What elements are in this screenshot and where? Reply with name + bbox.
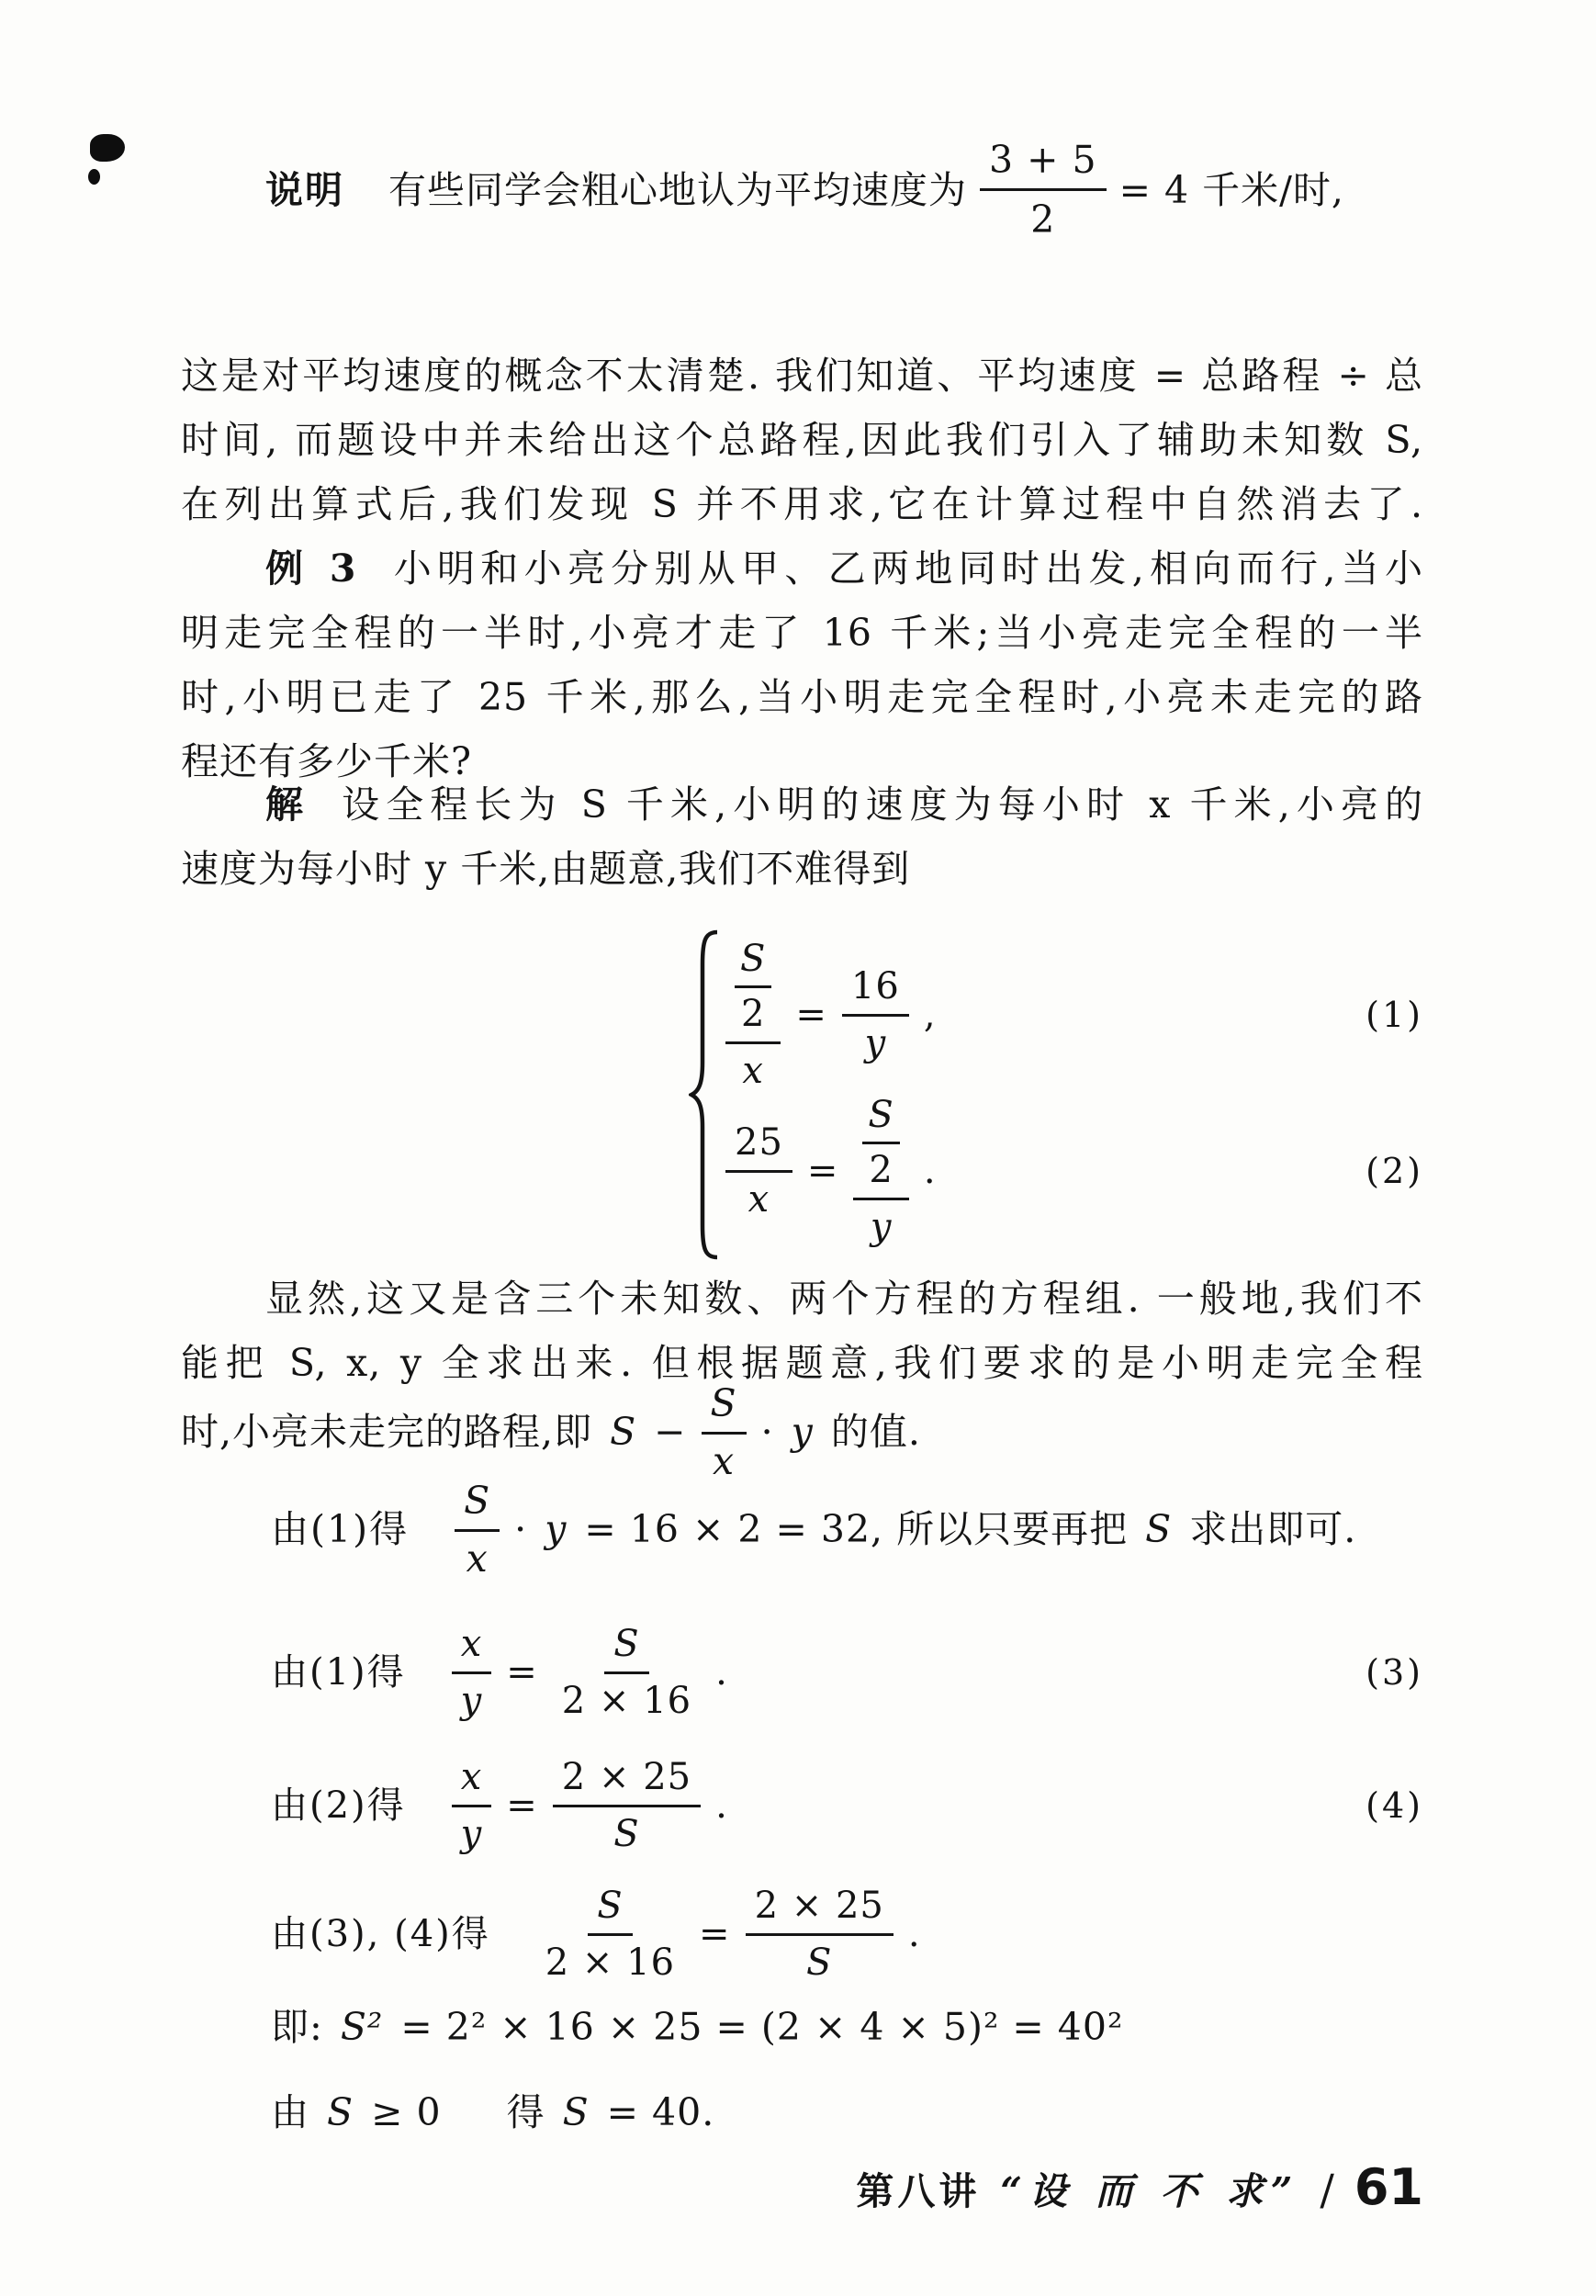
fraction-x-over-y: $\frac{x}{y}$ — [452, 1757, 492, 1855]
dot-operator: · — [760, 1410, 774, 1455]
remark-after-fraction: = 4 千米/时, — [1118, 167, 1344, 212]
variable-S: S — [562, 2090, 590, 2134]
equals-sign: = — [506, 1650, 538, 1694]
equation-2-number: (2) — [1366, 1150, 1423, 1191]
discussion-line-2: 能把 S, x, y 全求出来. 但根据题意,我们要求的是小明走完全程 — [181, 1341, 1423, 1385]
example3-label: 例 3 — [265, 546, 358, 591]
example3-line-1: 例 3 小明和小亮分别从甲、乙两地同时出发,相向而行,当小 — [265, 546, 1423, 591]
fraction-2x25-over-S: $\frac{2 \times 25}{S}$ — [553, 1757, 701, 1855]
chapter-label: 第八讲 — [856, 2169, 981, 2213]
solution-line-2: 速度为每小时 y 千米,由题意,我们不难得到 — [181, 847, 911, 891]
discussion-line-3: 时,小亮未走完的路程,即 S − $\frac{S}{x}$ · y 的值. — [181, 1381, 921, 1483]
page-footer — [856, 2158, 1423, 2216]
equation-4 — [271, 1757, 1423, 1855]
equation-2 — [725, 1095, 1423, 1247]
equation-3 — [271, 1624, 1423, 1722]
equation-3-number: (3) — [1366, 1652, 1423, 1694]
step-combine-eq3-eq4 — [271, 1885, 921, 1984]
fraction-S-over-x: $\frac{S}{x}$ — [702, 1383, 747, 1483]
fraction-S-over-2x16: $\frac{S}{2 \times 16}$ — [545, 1885, 676, 1984]
example3-line-3: 时,小明已走了 25 千米,那么,当小明走完全程时,小亮未走完的路 — [181, 675, 1423, 719]
period: . — [907, 1912, 921, 1955]
solution-line-1: 解 设全程长为 S 千米,小明的速度为每小时 x 千米,小亮的 — [265, 782, 1424, 827]
remark-line-2: 这是对平均速度的概念不太清楚. 我们知道、平均速度 = 总路程 ÷ 总 — [181, 354, 1423, 398]
fraction-S-over-2x16: $\frac{S}{2 \times 16}$ — [561, 1623, 692, 1722]
equals-sign: = — [806, 1149, 839, 1192]
variable-y: y — [545, 1507, 568, 1552]
step-label: 由(3), (4)得 — [271, 1912, 490, 1955]
equation-1-number: (1) — [1366, 994, 1423, 1035]
equation-1 — [725, 939, 1423, 1091]
geq-zero: ≥ 0 — [371, 2090, 442, 2134]
remark-line-4: 在列出算式后,我们发现 S 并不用求,它在计算过程中自然消去了. — [181, 482, 1423, 526]
system-brace — [689, 929, 724, 1264]
fraction-x-over-y: $\frac{x}{y}$ — [452, 1624, 492, 1722]
page-number: 61 — [1354, 2158, 1423, 2216]
minus-sign: − — [654, 1410, 687, 1455]
remark-intro: 有些同学会粗心地认为平均速度为 — [388, 167, 967, 212]
step-label: 由(1)得 — [271, 1507, 410, 1552]
fraction-halfS-over-x: $\frac{\frac{S}{2}}{x}$ — [725, 939, 781, 1091]
dot-operator: · — [514, 1507, 528, 1552]
equals-sign: = — [699, 1912, 731, 1955]
remark-line-1 — [181, 138, 1423, 242]
step-label: 由(2)得 — [271, 1784, 406, 1827]
fraction-16-over-y: $\frac{16}{y}$ — [842, 966, 909, 1064]
variable-S: S — [327, 2090, 354, 2134]
variable-S-squared: S² — [340, 2005, 384, 2049]
variable-y: y — [791, 1410, 814, 1455]
fraction-halfS-over-y: $\frac{\frac{S}{2}}{y}$ — [853, 1095, 908, 1247]
footer-slash: / — [1320, 2165, 1334, 2214]
fraction-S-over-x: $\frac{S}{x}$ — [455, 1480, 500, 1581]
period: . — [923, 1149, 937, 1192]
step-label: 由(1)得 — [271, 1650, 406, 1694]
equals-sign: = — [506, 1784, 538, 1827]
example3-line-2: 明走完全程的一半时,小亮才走了 16 千米;当小亮走完全程的一半 — [181, 611, 1423, 655]
fraction-2x25-over-S: $\frac{2 \times 25}{S}$ — [746, 1885, 894, 1984]
chapter-title: “设 而 不 求” — [1000, 2169, 1300, 2213]
remark-label: 说明 — [265, 167, 344, 212]
equation-4-number: (4) — [1366, 1785, 1423, 1827]
step-square-result: 即: S² = 2² × 16 × 25 = (2 × 4 × 5)² = 40² — [271, 2005, 1124, 2049]
period: . — [715, 1650, 728, 1694]
fraction-3plus5-over-2: $\frac{3 + 5}{2}$ — [980, 138, 1107, 242]
scan-artifact — [90, 134, 125, 162]
step-final-answer: 由 S ≥ 0 得 S = 40. — [271, 2090, 715, 2134]
variable-S: S — [1145, 1507, 1173, 1552]
remark-line-3: 时间, 而题设中并未给出这个总路程,因此我们引入了辅助未知数 S, — [181, 418, 1423, 462]
comma: , — [923, 993, 937, 1036]
solution-label: 解 — [265, 782, 311, 827]
step-from-eq1-value: 由(1)得 $\frac{S}{x}$ · y = 16 × 2 = 32, 所以只要再把 S 求出即可. — [271, 1479, 1357, 1581]
period: . — [715, 1784, 728, 1827]
discussion-line-1: 显然,这又是含三个未知数、两个方程的方程组. 一般地,我们不 — [265, 1277, 1423, 1321]
answer-value: = 40. — [606, 2090, 715, 2134]
scan-artifact — [88, 169, 100, 185]
equals-sign: = — [795, 993, 827, 1036]
example3-line-4: 程还有多少千米? — [181, 739, 472, 783]
variable-S: S — [610, 1410, 637, 1455]
fraction-25-over-x: $\frac{25}{x}$ — [725, 1122, 792, 1221]
